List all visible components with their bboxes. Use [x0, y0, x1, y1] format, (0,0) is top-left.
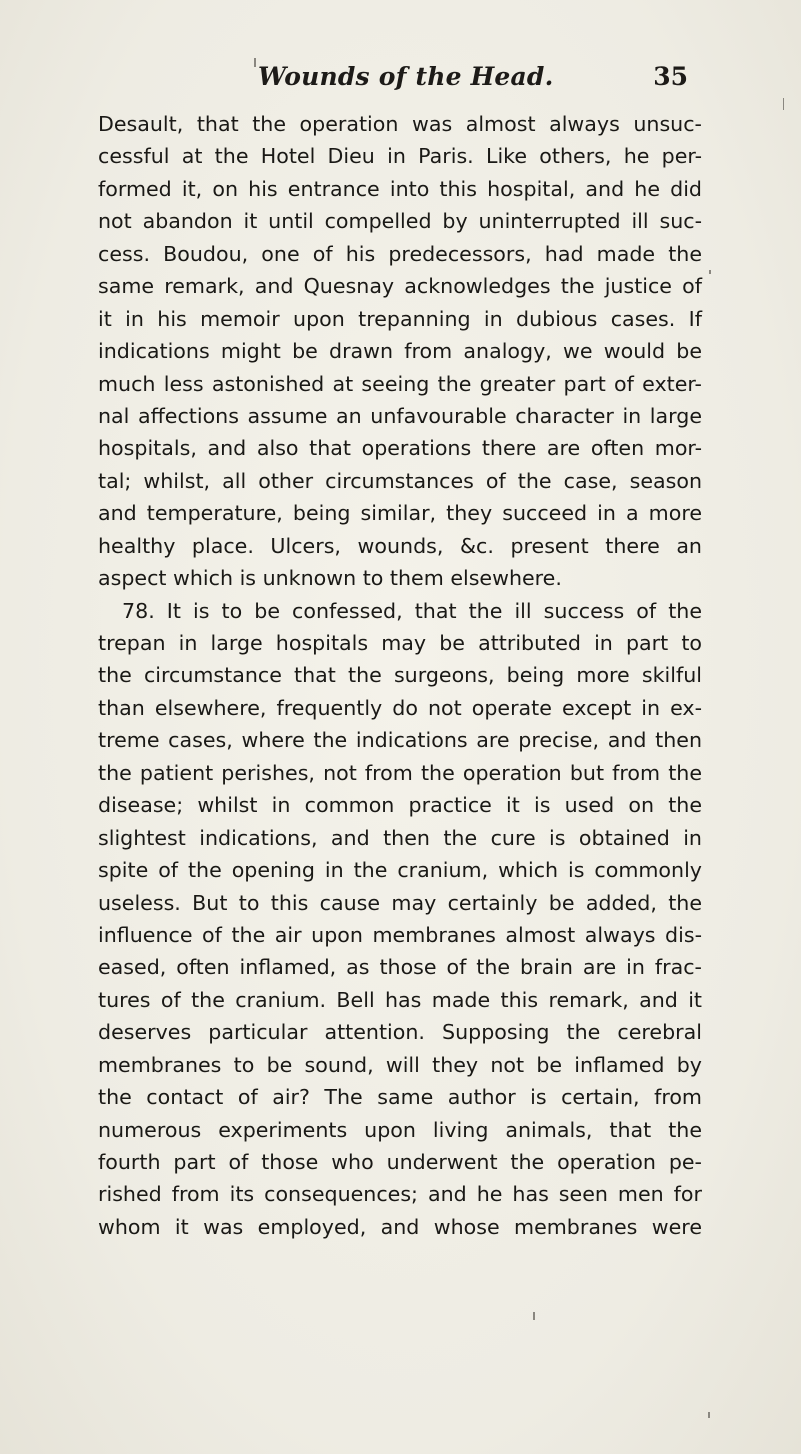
scan-speck — [708, 1412, 710, 1418]
text-line: indications might be drawn from analogy, we would be — [98, 339, 702, 364]
text-line: than elsewhere, frequently do not operate except in ex- — [98, 695, 702, 720]
text-line: tures of the cranium. Bell has made this remark, and it — [98, 987, 702, 1012]
body-text — [98, 108, 702, 1243]
text-line: not abandon it until compelled by uninterrupted ill suc- — [98, 209, 702, 234]
text-line: it in his memoir upon trepanning in dubious cases. If — [98, 306, 702, 331]
text-line: nal affections assume an unfavourable character in large — [98, 403, 702, 428]
text-line: slightest indications, and then the cure is obtained in — [98, 825, 702, 850]
text-line: useless. But to this cause may certainly be added, the — [98, 890, 702, 915]
text-line: much less astonished at seeing the greater part of exter- — [98, 371, 702, 396]
text-line: spite of the opening in the cranium, which is commonly — [98, 858, 702, 883]
scan-speck — [783, 98, 784, 110]
running-title: Wounds of the Head. — [258, 62, 554, 91]
page-number: 35 — [653, 62, 688, 91]
text-line: trepan in large hospitals may be attributed in part to — [98, 631, 702, 655]
text-line: membranes to be sound, will they not be inflamed by — [98, 1052, 702, 1077]
text-line: healthy place. Ulcers, wounds, &c. present there an — [98, 533, 702, 558]
text-line: cess. Boudou, one of his predecessors, had made the — [98, 241, 702, 266]
text-line: disease; whilst in common practice it is used on the — [98, 793, 702, 818]
text-line: fourth part of those who underwent the operation pe- — [98, 1150, 702, 1174]
text-line: deserves particular attention. Supposing the cerebral — [98, 1020, 702, 1045]
text-line: formed it, on his entrance into this hospital, and he did — [98, 176, 702, 201]
scan-speck — [533, 1312, 535, 1320]
text-line: numerous experiments upon living animals, that the — [98, 1117, 702, 1142]
text-line: aspect which is unknown to them elsewhere. — [98, 566, 562, 591]
text-line: the patient perishes, not from the operation but from the — [98, 760, 702, 785]
text-line: 78. It is to be confessed, that the ill success of the — [122, 598, 702, 623]
text-line: tal; whilst, all other circumstances of the case, season — [98, 468, 702, 493]
text-line: the contact of air? The same author is certain, from — [98, 1085, 702, 1110]
text-line: hospitals, and also that operations there are often mor- — [98, 436, 702, 461]
paragraph-1 — [98, 108, 702, 595]
text-line: the circumstance that the surgeons, being more skilful — [98, 663, 702, 688]
paragraph-2 — [98, 595, 702, 1244]
text-line: same remark, and Quesnay acknowledges the justice of — [98, 274, 702, 299]
page-header — [258, 62, 688, 102]
text-line: whom it was employed, and whose membranes were — [98, 1214, 702, 1239]
text-line: rished from its consequences; and he has seen men for — [98, 1182, 702, 1207]
text-line: eased, often inflamed, as those of the brain are in frac- — [98, 955, 702, 980]
scan-speck — [709, 270, 711, 274]
text-line: treme cases, where the indications are precise, and then — [98, 728, 702, 753]
text-line: influence of the air upon membranes almost always dis- — [98, 922, 702, 947]
text-line: Desault, that the operation was almost always unsuc- — [98, 112, 702, 136]
text-line: and temperature, being similar, they succeed in a more — [98, 501, 702, 526]
scan-speck — [254, 58, 256, 67]
text-line: cessful at the Hotel Dieu in Paris. Like others, he per- — [98, 144, 702, 169]
